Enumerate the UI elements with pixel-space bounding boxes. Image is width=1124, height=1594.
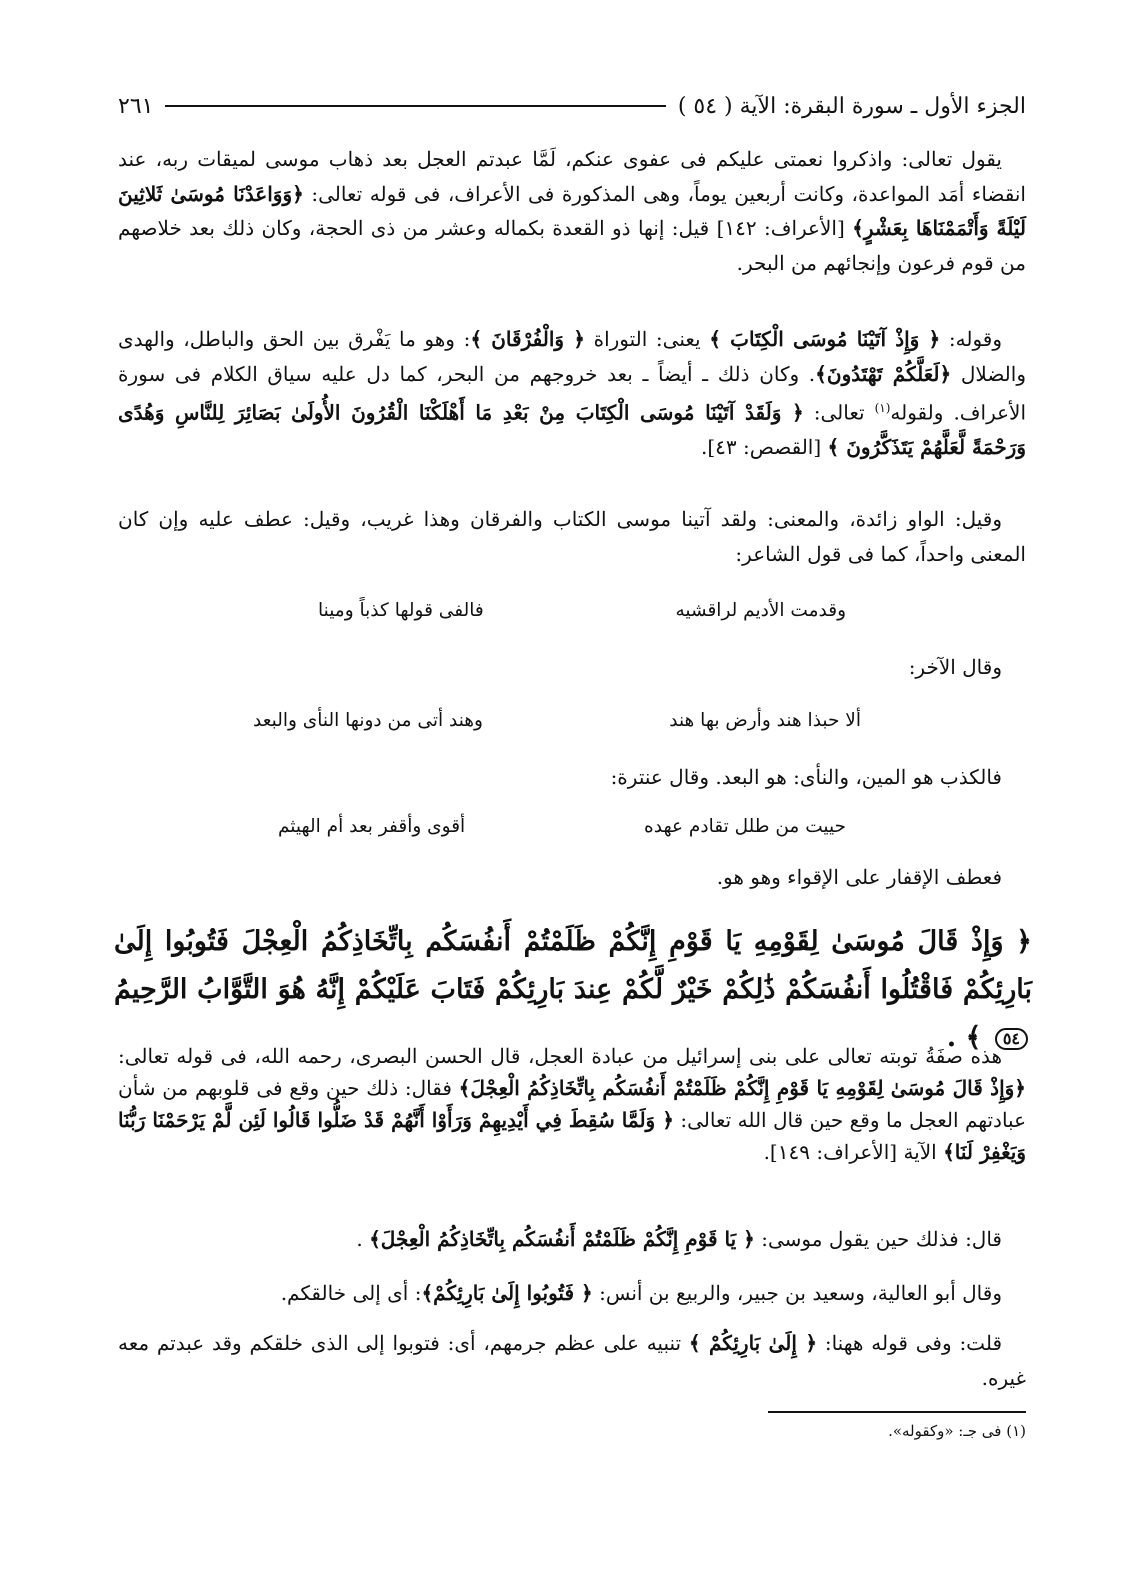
text-span: فقال: ذلك حين وقع فى قلوبهم من شأن عبادتهم العجل ما وقع حين قال الله تعالى:	[118, 1076, 1027, 1132]
text-span: [الأعراف: ١٤٢] قيل: إنها ذو القعدة بكماله وعشر من ذى الحجة، وكان ذلك بعد خلاصهم من قوم فرعون وإنجائهم من البحر.	[118, 216, 1026, 275]
quran-quote: ﴿ فَتُوبُوا إِلَىٰ بَارِئِكُمْ﴾	[421, 1281, 593, 1305]
footnote: (١) فى جـ: «وكقوله».	[888, 1422, 1026, 1440]
text-span: : أى إلى خالقكم.	[280, 1281, 422, 1305]
paragraph-9	[118, 1276, 1026, 1311]
paragraph-6: فعطف الإقفار على الإقواء وهو هو.	[716, 865, 1002, 889]
quran-quote: ﴿ وَالْفُرْقَانَ ﴾	[470, 327, 585, 351]
text-span: وقال أبو العالية، وسعيد بن جبير، والربيع بن أنس:	[592, 1281, 1002, 1305]
paragraph-1	[118, 142, 1026, 280]
paragraph-2	[118, 322, 1026, 465]
quran-quote: ﴿ يَا قَوْمِ إِنَّكُمْ ظَلَمْتُمْ أَنفُسَكُم بِاتِّخَاذِكُمُ الْعِجْلَ﴾	[369, 1227, 755, 1251]
text-span: تعالى:	[803, 400, 875, 425]
quran-quote: ﴿وَوَاعَدْنَا مُوسَىٰ ثَلاثِينَ لَيْلَةً وَأَتْمَمْنَاهَا بِعَشْرٍ﴾	[118, 181, 1026, 240]
header-title: الجزء الأول ـ سورة البقرة: الآية ( ٥٤ )	[677, 93, 1026, 119]
text-span: .	[356, 1227, 370, 1251]
ayah-closing-bracket: ﴾ .	[946, 1022, 991, 1053]
text-span: قلت: وفى قوله ههنا:	[817, 1331, 1003, 1355]
footnote-rule	[768, 1411, 1026, 1413]
text-span: : وهو ما يَفْرق بين الحق والباطل، والهدى والضلال	[118, 327, 1026, 386]
ayah-text: ﴿ وَإِذْ قَالَ مُوسَىٰ لِقَوْمِهِ يَا قَوْمِ إِنَّكُمْ ظَلَمْتُمْ أَنفُسَكُم بِاتِّخَاذِكُمُ الْعِجْلَ فَتُوبُوا إِلَىٰ بَارِئِكُمْ فَاقْتُلُوا أَنفُسَكُمْ ذَٰلِكُمْ خَيْرٌ لَّكُمْ عِندَ بَارِئِكُمْ فَتَابَ عَلَيْكُمْ إِنَّهُ هُوَ التَّوَّابُ الرَّحِيمُ	[114, 926, 1032, 1005]
text-span: الآية [الأعراف: ١٤٩].	[763, 1140, 944, 1164]
ayah-number-badge: ٥٤	[995, 1028, 1028, 1050]
verse-hemistich-right: ألا حبذا هند وأرض بها هند	[669, 710, 861, 731]
paragraph-8	[118, 1222, 1026, 1257]
paragraph-3: وقيل: الواو زائدة، والمعنى: ولقد آتينا موسى الكتاب والفرقان وهذا غريب، وقيل: عطف عليه وإن كان المعنى واحداً، كما فى قول الشاعر:	[118, 507, 1026, 566]
text-span: وقوله:	[940, 327, 1002, 351]
quran-quote: ﴿لَعَلَّكُمْ تَهْتَدُونَ﴾	[815, 361, 952, 386]
paragraph-7	[118, 1040, 1026, 1168]
header-rule	[165, 105, 665, 107]
text-span: هذه صفَةُ توبته تعالى على بنى إسرائيل من عبادة العجل، قال الحسن البصرى، رحمه الله، فى قوله تعالى:	[118, 1044, 1002, 1068]
verse-hemistich-left: أقوى وأقفر بعد أم الهيثم	[278, 816, 466, 837]
text-span: تنبيه على عظم جرمهم، أى: فتوبوا إلى الذى خلقكم وقد عبدتم معه غيره.	[118, 1331, 1026, 1390]
text-span: [القصص: ٤٣].	[701, 435, 828, 460]
text-span: يعنى: التوراة	[585, 327, 710, 351]
quran-quote: ﴿ وَلَمَّا سُقِطَ فِي أَيْدِيهِمْ وَرَأَوْا أَنَّهُمْ قَدْ ضَلُّوا قَالُوا لَئِن لَّمْ يَرْحَمْنَا رَبُّنَا وَيَغْفِرْ لَنَا﴾	[118, 1108, 1026, 1164]
verse-hemistich-left: فالفى قولها كذباً ومينا	[318, 600, 484, 621]
quran-quote: ﴿ وَلَقَدْ آتَيْنَا مُوسَى الْكِتَابَ مِنْ بَعْدِ مَا أَهْلَكْنَا الْقُرُونَ الأُولَىٰ بَصَائِرَ لِلنَّاسِ وَهُدًى وَرَحْمَةً لَّعَلَّهُمْ يَتَذَكَّرُونَ ﴾	[118, 400, 1026, 460]
text-span: . وكان ذلك ـ أيضاً ـ بعد خروجهم من البحر، كما دل عليه سياق الكلام فى سورة الأعراف. ولقوله	[118, 361, 1027, 425]
footnote-ref: (١)	[874, 401, 891, 415]
quran-quote: ﴿ إِلَىٰ بَارِئِكُمْ ﴾	[688, 1331, 818, 1355]
page-number: ٢٦١	[118, 93, 154, 119]
paragraph-10	[118, 1326, 1026, 1395]
verse-hemistich-right: حييت من طلل تقادم عهده	[644, 816, 846, 837]
paragraph-4: وقال الآخر:	[908, 655, 1002, 679]
running-header	[118, 88, 1026, 124]
verse-hemistich-left: وهند أتى من دونها النأى والبعد	[253, 710, 483, 731]
verse-hemistich-right: وقدمت الأديم لراقشيه	[675, 600, 846, 621]
quran-quote: ﴿وَإِذْ قَالَ مُوسَىٰ لِقَوْمِهِ يَا قَوْمِ إِنَّكُمْ ظَلَمْتُمْ أَنفُسَكُم بِاتِّخَاذِكُمُ الْعِجْلَ﴾	[458, 1076, 1026, 1100]
text-span: يقول تعالى: واذكروا نعمتى عليكم فى عفوى عنكم، لَمَّا عبدتم العجل بعد ذهاب موسى لميقات ربه، عند انقضاء أمَد المواعدة، وكانت أربعين يوماً، وهى المذكورة فى الأعراف، فى قوله تعالى:	[118, 147, 1026, 206]
text-span: قال: فذلك حين يقول موسى:	[754, 1227, 1002, 1251]
paragraph-5: فالكذب هو المين، والنأى: هو البعد. وقال عنترة:	[610, 765, 1002, 789]
quran-quote: ﴿ وَإِذْ آتَيْنَا مُوسَى الْكِتَابَ ﴾	[709, 327, 941, 351]
